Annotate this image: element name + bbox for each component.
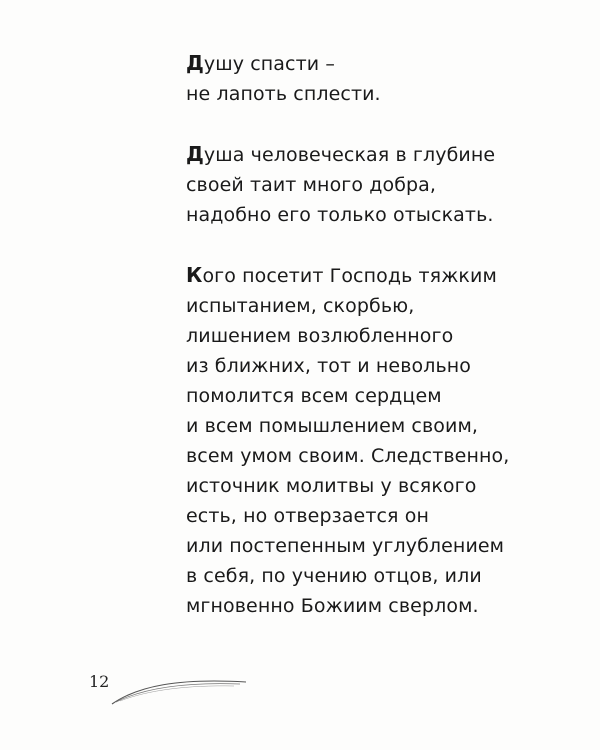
line-text: ого посетит Господь тяжким — [202, 265, 497, 287]
line-text: ушу спасти – — [203, 53, 335, 75]
flourish-ornament — [108, 668, 248, 708]
text-line — [186, 531, 586, 561]
initial-letter: К — [186, 263, 203, 287]
line-text: есть, но отверзается он — [186, 505, 429, 527]
line-text: или постепенным углублением — [186, 535, 505, 557]
line-text: надобно его только отыскать. — [186, 204, 494, 226]
line-text: уша человеческая в глубине — [203, 144, 496, 166]
text-line — [186, 79, 586, 109]
page-number: 12 — [89, 672, 110, 691]
stanza-2 — [186, 139, 586, 230]
line-text: всем умом своим. Следственно, — [186, 445, 510, 467]
line-text: источник молитвы у всякого — [186, 475, 477, 497]
line-text: лишением возлюбленного — [186, 325, 454, 347]
line-text: помолится всем сердцем — [186, 385, 442, 407]
line-text: в себя, по учению отцов, или — [186, 565, 482, 587]
text-line — [186, 381, 586, 411]
line-text: из ближних, тот и невольно — [186, 355, 472, 377]
text-line — [186, 411, 586, 441]
initial-letter: Д — [186, 51, 204, 75]
line-text: испытанием, скорбью, — [186, 295, 415, 317]
initial-letter: Д — [186, 142, 204, 166]
text-line — [186, 170, 586, 200]
line-text: и всем помышлением своим, — [186, 415, 479, 437]
text-line — [186, 260, 586, 291]
stanza-3 — [186, 260, 586, 621]
text-line — [186, 441, 586, 471]
text-line — [186, 591, 586, 621]
line-text: своей таит много добра, — [186, 174, 437, 196]
text-line — [186, 291, 586, 321]
text-line — [186, 321, 586, 351]
text-line — [186, 351, 586, 381]
text-block — [186, 48, 586, 651]
text-line — [186, 471, 586, 501]
text-line — [186, 561, 586, 591]
text-line — [186, 501, 586, 531]
line-text: мгновенно Божиим сверлом. — [186, 595, 479, 617]
text-line — [186, 48, 586, 79]
line-text: не лапоть сплести. — [186, 83, 381, 105]
text-line — [186, 139, 586, 170]
stanza-1 — [186, 48, 586, 109]
text-line — [186, 200, 586, 230]
